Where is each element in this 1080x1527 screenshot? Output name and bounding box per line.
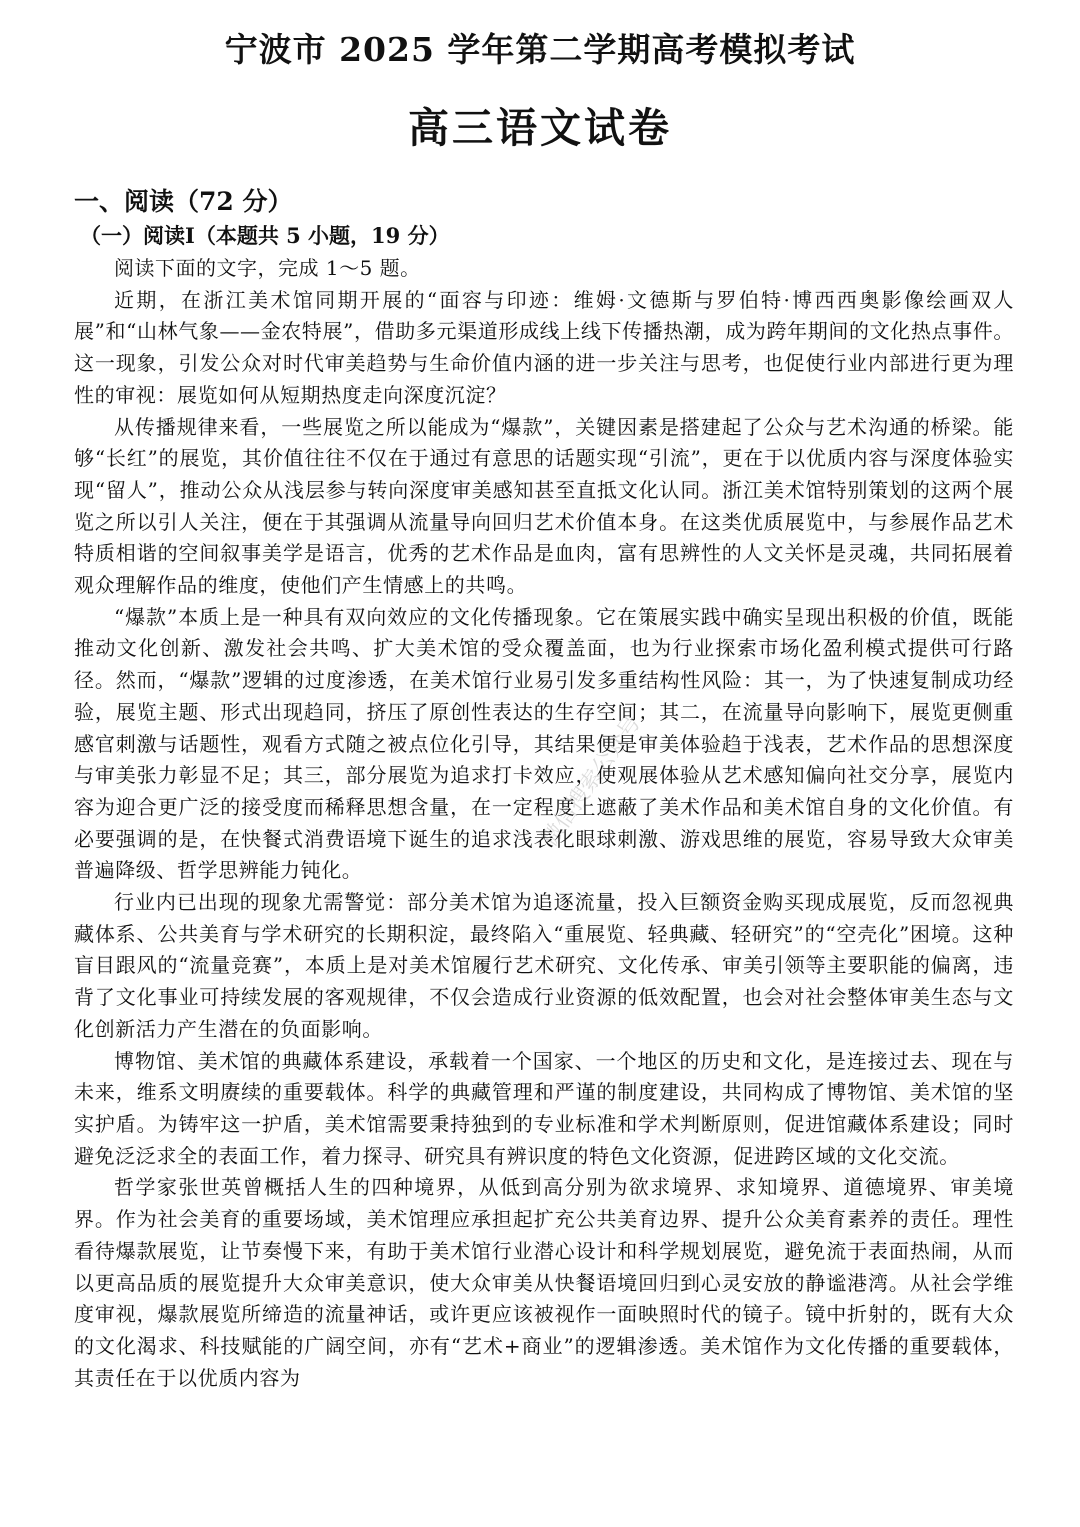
exam-subtitle: 高三语文试卷 [408, 104, 672, 152]
passage-paragraph-4: 行业内已出现的现象尤需警觉：部分美术馆为追逐流量，投入巨额资金购买现成展览，反而忽视典藏体系、公共美育与学术研究的长期积淀，最终陷入“重展览、轻典藏、轻研究”的“空壳化”困境。这种盲目跟风的“流量竞赛”，本质上是对美术馆履行艺术研究、文化传承、审美引领等主要职能的偏离，违背了文化事业可持续发展的客观规律，不仅会造成行业资源的低效配置，也会对社会整体审美生态与文化创新活力产生潜在的负面影响。 [74, 890, 1014, 1041]
reading-passage [74, 253, 1014, 1394]
passage-paragraph-1: 近期，在浙江美术馆同期开展的“面容与印迹：维姆·文德斯与罗伯特·博西西奥影像绘画双人展”和“山林气象——金农特展”，借助多元渠道形成线上线下传播热潮，成为跨年期间的文化热点事件。这一现象，引发公众对时代审美趋势与生命价值内涵的进一步关注与思考，也促使行业内部进行更为理性的审视：展览如何从短期热度走向深度沉淀？ [74, 287, 1014, 407]
passage-paragraph-5: 博物馆、美术馆的典藏体系建设，承载着一个国家、一个地区的历史和文化，是连接过去、现在与未来，维系文明赓续的重要载体。科学的典藏管理和严谨的制度建设，共同构成了博物馆、美术馆的坚实护盾。为铸牢这一护盾，美术馆需要秉持独到的专业标准和学术判断原则，促进馆藏体系建设；同时避免泛泛求全的表面工作，着力探寻、研究具有辨识度的特色文化资源，促进跨区域的文化交流。 [74, 1048, 1014, 1168]
section-subheading: （一）阅读Ⅰ（本题共 5 小题，19 分） [80, 223, 450, 248]
watermark: 微信搜索公众号 [537, 710, 647, 852]
exam-title: 宁波市 2025 学年第二学期高考模拟考试 [224, 30, 856, 69]
passage-paragraph-6: 哲学家张世英曾概括人生的四种境界，从低到高分别为欲求境界、求知境界、道德境界、审美境界。作为社会美育的重要场域，美术馆理应承担起扩充公共美育边界、提升公众美育素养的责任。理性看待爆款展览，让节奏慢下来，有助于美术馆行业潜心设计和科学规划展览，避免流于表面热闹，从而以更高品质的展览提升大众审美意识，使大众审美从快餐语境回归到心灵安放的静谧港湾。从社会学维度审视，爆款展览所缔造的流量神话，或许更应该被视作一面映照时代的镜子。镜中折射的，既有大众的文化渴求、科技赋能的广阔空间，亦有“艺术+商业”的逻辑渗透。美术馆作为文化传播的重要载体，其责任在于以优质内容为 [74, 1175, 1014, 1390]
passage-paragraph-2: 从传播规律来看，一些展览之所以能成为“爆款”，关键因素是搭建起了公众与艺术沟通的桥梁。能够“长红”的展览，其价值往往不仅在于通过有意思的话题实现“引流”，更在于以优质内容与深度体验实现“留人”，推动公众从浅层参与转向深度审美感知甚至直抵文化认同。浙江美术馆特别策划的这两个展览之所以引人关注，便在于其强调从流量导向回归艺术价值本身。在这类优质展览中，与参展作品艺术特质相谐的空间叙事美学是语言，优秀的艺术作品是血肉，富有思辨性的人文关怀是灵魂，共同拓展着观众理解作品的维度，使他们产生情感上的共鸣。 [74, 414, 1014, 598]
reading-instruction: 阅读下面的文字，完成 1～5 题。 [114, 256, 421, 280]
section-heading: 一、阅读（72 分） [74, 187, 293, 216]
passage-paragraph-3: “爆款”本质上是一种具有双向效应的文化传播现象。它在策展实践中确实呈现出积极的价值，既能推动文化创新、激发社会共鸣、扩大美术馆的受众覆盖面，也为行业探索市场化盈利模式提供可行路径。然而，“爆款”逻辑的过度渗透，在美术馆行业易引发多重结构性风险：其一，为了快速复制成功经验，展览主题、形式出现趋同，挤压了原创性表达的生存空间；其二，在流量导向影响下，展览更侧重感官刺激与话题性，观看方式随之被点位化引导，其结果便是审美体验趋于浅表，艺术作品的思想深度与审美张力彰显不足；其三，部分展览为追求打卡效应，使观展体验从艺术感知偏向社交分享，展览内容为迎合更广泛的接受度而稀释思想含量，在一定程度上遮蔽了美术作品和美术馆自身的文化价值。有必要强调的是，在快餐式消费语境下诞生的追求浅表化眼球刺激、游戏思维的展览，容易导致大众审美普遍降级、哲学思辨能力钝化。 [74, 604, 1014, 883]
